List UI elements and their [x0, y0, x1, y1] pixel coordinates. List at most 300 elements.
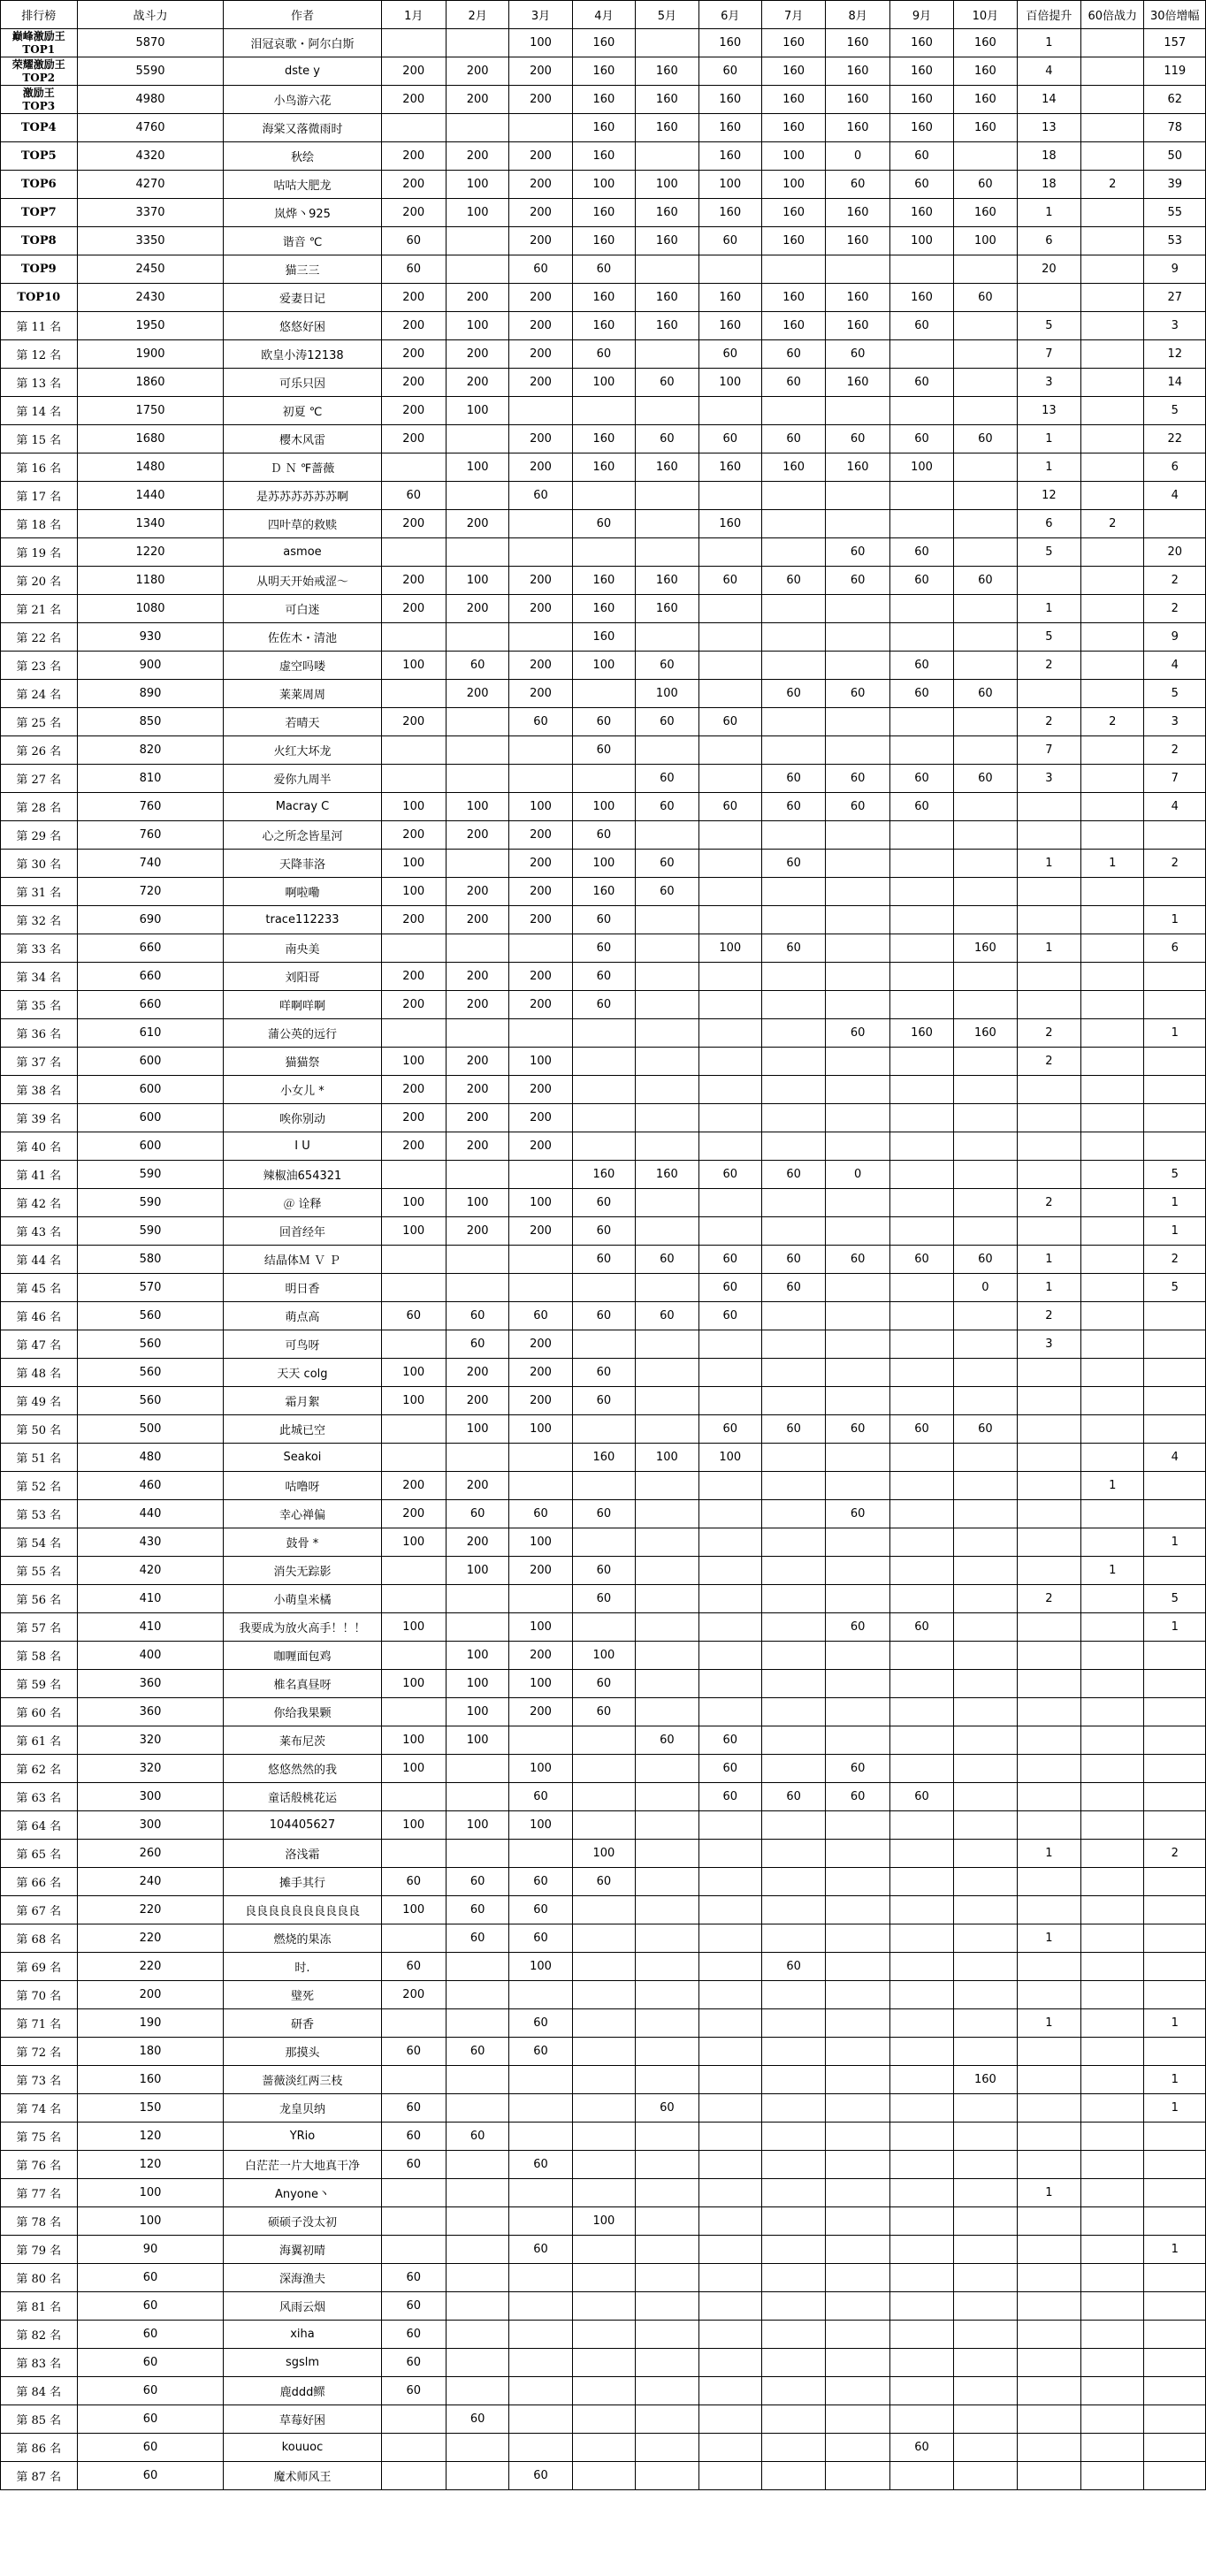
value-cell [954, 538, 1017, 567]
value-cell: 200 [509, 86, 572, 114]
table-row [1, 906, 1206, 934]
power-cell: 60 [77, 2377, 224, 2405]
value-cell: 60 [509, 1868, 572, 1896]
value-cell [826, 2123, 889, 2151]
value-cell [761, 1132, 825, 1161]
value-cell [1081, 1359, 1144, 1387]
value-cell [1017, 1528, 1080, 1557]
power-cell: 4760 [77, 114, 224, 142]
value-cell: 100 [446, 1811, 508, 1840]
value-cell [889, 878, 953, 906]
value-cell: 6 [1144, 934, 1206, 963]
rank-cell: 第 24 名 [1, 680, 78, 708]
value-cell [1081, 255, 1144, 284]
power-cell: 590 [77, 1217, 224, 1246]
value-cell [572, 1613, 635, 1642]
value-cell [954, 340, 1017, 369]
value-cell [381, 623, 446, 652]
value-cell: 100 [572, 1642, 635, 1670]
value-cell [954, 312, 1017, 340]
value-cell [1081, 1415, 1144, 1444]
power-cell: 360 [77, 1670, 224, 1698]
value-cell [761, 2405, 825, 2434]
value-cell [509, 934, 572, 963]
value-cell [698, 652, 761, 680]
value-cell [381, 1415, 446, 1444]
value-cell [954, 2009, 1017, 2038]
value-cell [698, 1698, 761, 1726]
value-cell [889, 1444, 953, 1472]
value-cell [826, 1330, 889, 1359]
value-cell: 200 [509, 652, 572, 680]
value-cell: 5 [1017, 538, 1080, 567]
table-row [1, 567, 1206, 595]
value-cell [698, 1840, 761, 1868]
table-row [1, 878, 1206, 906]
value-cell [1144, 2207, 1206, 2236]
table-row [1, 2292, 1206, 2321]
power-cell: 120 [77, 2123, 224, 2151]
value-cell [698, 2179, 761, 2207]
rank-cell: 第 68 名 [1, 1924, 78, 1953]
value-cell: 100 [954, 227, 1017, 255]
rank-cell: TOP9 [1, 255, 78, 284]
value-cell [1081, 2292, 1144, 2321]
value-cell [636, 2009, 698, 2038]
value-cell [509, 2349, 572, 2377]
value-cell: 60 [698, 57, 761, 86]
value-cell [1081, 2264, 1144, 2292]
value-cell [1144, 2321, 1206, 2349]
table-row [1, 1472, 1206, 1500]
value-cell: 60 [446, 1924, 508, 1953]
value-cell [889, 991, 953, 1019]
value-cell [954, 2292, 1017, 2321]
value-cell [446, 2349, 508, 2377]
value-cell: 2 [1017, 652, 1080, 680]
value-cell [572, 2349, 635, 2377]
value-cell [1144, 2462, 1206, 2490]
value-cell [889, 1472, 953, 1500]
value-cell [698, 963, 761, 991]
value-cell [954, 510, 1017, 538]
value-cell: 60 [446, 2038, 508, 2066]
column-header: 5月 [636, 1, 698, 29]
value-cell: 60 [381, 255, 446, 284]
value-cell [954, 2434, 1017, 2462]
value-cell [698, 2038, 761, 2066]
power-cell: 600 [77, 1076, 224, 1104]
power-cell: 660 [77, 991, 224, 1019]
value-cell: 1 [1017, 1274, 1080, 1302]
rank-cell: 第 36 名 [1, 1019, 78, 1048]
table-row [1, 1557, 1206, 1585]
value-cell: 60 [761, 1161, 825, 1189]
column-header: 8月 [826, 1, 889, 29]
value-cell [381, 1557, 446, 1585]
value-cell: 160 [826, 453, 889, 482]
value-cell: 60 [636, 2094, 698, 2123]
value-cell [1144, 510, 1206, 538]
value-cell: 160 [698, 453, 761, 482]
rank-cell: 第 43 名 [1, 1217, 78, 1246]
power-cell: 1440 [77, 482, 224, 510]
value-cell: 100 [509, 1755, 572, 1783]
value-cell [636, 397, 698, 425]
value-cell: 200 [509, 284, 572, 312]
value-cell: 200 [446, 1076, 508, 1104]
value-cell: 18 [1017, 142, 1080, 171]
value-cell: 160 [572, 57, 635, 86]
value-cell: 60 [572, 1246, 635, 1274]
value-cell [1017, 2321, 1080, 2349]
value-cell [954, 623, 1017, 652]
rank-cell: 第 16 名 [1, 453, 78, 482]
value-cell: 160 [761, 227, 825, 255]
value-cell: 200 [509, 1642, 572, 1670]
value-cell [826, 2207, 889, 2236]
value-cell: 1 [1017, 1246, 1080, 1274]
value-cell: 1 [1017, 199, 1080, 227]
value-cell [826, 821, 889, 850]
value-cell: 200 [509, 1076, 572, 1104]
table-body [1, 29, 1206, 2490]
table-row [1, 1019, 1206, 1048]
value-cell [636, 1557, 698, 1585]
value-cell: 3 [1017, 765, 1080, 793]
value-cell: 60 [572, 1500, 635, 1528]
value-cell [826, 1076, 889, 1104]
value-cell [826, 1048, 889, 1076]
value-cell: 60 [572, 1359, 635, 1387]
value-cell [954, 1953, 1017, 1981]
power-cell: 610 [77, 1019, 224, 1048]
value-cell: 2 [1144, 736, 1206, 765]
value-cell [381, 2179, 446, 2207]
table-row [1, 425, 1206, 453]
value-cell: 100 [761, 171, 825, 199]
power-cell: 100 [77, 2179, 224, 2207]
value-cell [1144, 963, 1206, 991]
value-cell: 60 [572, 255, 635, 284]
value-cell: 100 [381, 1189, 446, 1217]
value-cell [889, 2207, 953, 2236]
value-cell [636, 538, 698, 567]
value-cell [954, 2321, 1017, 2349]
value-cell [761, 538, 825, 567]
value-cell: 0 [826, 1161, 889, 1189]
power-cell: 740 [77, 850, 224, 878]
power-cell: 500 [77, 1415, 224, 1444]
value-cell: 60 [889, 369, 953, 397]
value-cell [761, 2009, 825, 2038]
value-cell: 60 [509, 482, 572, 510]
value-cell: 200 [509, 312, 572, 340]
table-row [1, 1217, 1206, 1246]
value-cell [572, 2094, 635, 2123]
value-cell: 160 [826, 227, 889, 255]
value-cell [761, 2151, 825, 2179]
value-cell: 100 [889, 453, 953, 482]
value-cell [826, 1359, 889, 1387]
table-row [1, 963, 1206, 991]
value-cell: 160 [954, 86, 1017, 114]
value-cell: 100 [636, 171, 698, 199]
value-cell [889, 1217, 953, 1246]
value-cell [381, 680, 446, 708]
value-cell: 160 [698, 312, 761, 340]
table-row [1, 1953, 1206, 1981]
rank-cell: 第 26 名 [1, 736, 78, 765]
value-cell [889, 850, 953, 878]
value-cell [1144, 1896, 1206, 1924]
value-cell: 160 [698, 29, 761, 57]
value-cell: 60 [509, 1783, 572, 1811]
author-cell: Macray C [224, 793, 381, 821]
value-cell [1081, 1981, 1144, 2009]
value-cell [636, 1783, 698, 1811]
value-cell [1017, 793, 1080, 821]
value-cell: 60 [572, 708, 635, 736]
value-cell: 60 [381, 227, 446, 255]
rank-cell [1, 29, 78, 57]
value-cell: 200 [509, 227, 572, 255]
value-cell [572, 482, 635, 510]
value-cell [698, 2377, 761, 2405]
value-cell: 60 [509, 2462, 572, 2490]
rank-cell: 第 33 名 [1, 934, 78, 963]
value-cell [446, 425, 508, 453]
value-cell [698, 991, 761, 1019]
author-cell: 四叶草的救赎 [224, 510, 381, 538]
value-cell [826, 482, 889, 510]
value-cell: 60 [636, 1246, 698, 1274]
value-cell [826, 255, 889, 284]
value-cell: 200 [381, 1500, 446, 1528]
value-cell [509, 765, 572, 793]
value-cell: 100 [446, 397, 508, 425]
value-cell [954, 1613, 1017, 1642]
power-cell: 160 [77, 2066, 224, 2094]
author-cell: 洛浅霜 [224, 1840, 381, 1868]
value-cell: 60 [889, 171, 953, 199]
value-cell [761, 1359, 825, 1387]
value-cell: 200 [446, 369, 508, 397]
value-cell [1144, 1670, 1206, 1698]
author-cell: 霜月絮 [224, 1387, 381, 1415]
value-cell: 60 [954, 425, 1017, 453]
author-cell: Anyone丶 [224, 2179, 381, 2207]
value-cell [698, 765, 761, 793]
value-cell [761, 1302, 825, 1330]
value-cell [826, 623, 889, 652]
value-cell: 60 [889, 680, 953, 708]
value-cell: 160 [889, 284, 953, 312]
value-cell: 12 [1144, 340, 1206, 369]
value-cell: 5 [1017, 623, 1080, 652]
value-cell [1017, 1981, 1080, 2009]
value-cell [1081, 1330, 1144, 1359]
author-cell: 白茫茫一片大地真干净 [224, 2151, 381, 2179]
power-cell: 410 [77, 1585, 224, 1613]
table-row [1, 2321, 1206, 2349]
value-cell [509, 1246, 572, 1274]
value-cell [1017, 2434, 1080, 2462]
value-cell [381, 1274, 446, 1302]
value-cell [954, 2179, 1017, 2207]
rank-cell: TOP10 [1, 284, 78, 312]
value-cell [954, 2377, 1017, 2405]
author-cell: 猫三三 [224, 255, 381, 284]
value-cell: 2 [1144, 850, 1206, 878]
value-cell [1017, 680, 1080, 708]
value-cell: 60 [761, 850, 825, 878]
value-cell [572, 1048, 635, 1076]
value-cell: 100 [698, 934, 761, 963]
power-cell: 1180 [77, 567, 224, 595]
value-cell [761, 2292, 825, 2321]
value-cell [954, 2151, 1017, 2179]
value-cell [761, 1698, 825, 1726]
value-cell [826, 1104, 889, 1132]
table-row [1, 397, 1206, 425]
value-cell [1081, 2066, 1144, 2094]
value-cell [761, 1924, 825, 1953]
value-cell [698, 906, 761, 934]
value-cell [1081, 2123, 1144, 2151]
value-cell [446, 2207, 508, 2236]
value-cell: 60 [636, 850, 698, 878]
value-cell: 200 [509, 340, 572, 369]
value-cell: 60 [636, 708, 698, 736]
value-cell: 6 [1017, 227, 1080, 255]
value-cell [1081, 340, 1144, 369]
value-cell: 200 [509, 369, 572, 397]
value-cell: 100 [636, 1444, 698, 1472]
value-cell [1144, 1924, 1206, 1953]
value-cell [698, 2434, 761, 2462]
value-cell: 200 [509, 595, 572, 623]
author-cell: 莱莱周周 [224, 680, 381, 708]
column-header: 60倍战力 [1081, 1, 1144, 29]
value-cell: 160 [572, 878, 635, 906]
rank-cell: 第 86 名 [1, 2434, 78, 2462]
value-cell [1081, 595, 1144, 623]
value-cell [954, 708, 1017, 736]
value-cell [636, 1189, 698, 1217]
value-cell: 200 [446, 878, 508, 906]
power-cell: 430 [77, 1528, 224, 1557]
value-cell [1081, 312, 1144, 340]
value-cell: 160 [572, 86, 635, 114]
value-cell: 160 [761, 199, 825, 227]
value-cell [1017, 2462, 1080, 2490]
value-cell [636, 821, 698, 850]
author-cell: 你给我果颗 [224, 1698, 381, 1726]
value-cell [1017, 1500, 1080, 1528]
value-cell: 2 [1144, 595, 1206, 623]
value-cell [889, 482, 953, 510]
value-cell: 14 [1017, 86, 1080, 114]
value-cell: 60 [636, 765, 698, 793]
value-cell [954, 1726, 1017, 1755]
value-cell [761, 1585, 825, 1613]
table-row [1, 2264, 1206, 2292]
value-cell [381, 2009, 446, 2038]
value-cell [761, 1811, 825, 1840]
value-cell [1081, 1642, 1144, 1670]
value-cell: 60 [446, 1330, 508, 1359]
value-cell [509, 2123, 572, 2151]
value-cell [954, 1500, 1017, 1528]
value-cell [1017, 991, 1080, 1019]
value-cell [1081, 369, 1144, 397]
value-cell [381, 736, 446, 765]
rank-cell: 第 81 名 [1, 2292, 78, 2321]
power-cell: 480 [77, 1444, 224, 1472]
value-cell [698, 595, 761, 623]
value-cell: 60 [698, 793, 761, 821]
value-cell [572, 1330, 635, 1359]
table-row [1, 1387, 1206, 1415]
value-cell [954, 1896, 1017, 1924]
value-cell: 4 [1144, 652, 1206, 680]
table-row [1, 369, 1206, 397]
value-cell [572, 1811, 635, 1840]
value-cell: 60 [446, 1302, 508, 1330]
author-cell: 悠悠好困 [224, 312, 381, 340]
value-cell [636, 2179, 698, 2207]
author-cell: 良良良良良良良良良良 [224, 1896, 381, 1924]
rank-cell: 第 54 名 [1, 1528, 78, 1557]
table-row [1, 2038, 1206, 2066]
column-header: 10月 [954, 1, 1017, 29]
value-cell [889, 1302, 953, 1330]
value-cell: 60 [698, 1726, 761, 1755]
value-cell [1144, 878, 1206, 906]
value-cell [1144, 1981, 1206, 2009]
value-cell: 60 [698, 1415, 761, 1444]
value-cell: 4 [1144, 1444, 1206, 1472]
value-cell [761, 1500, 825, 1528]
power-cell: 300 [77, 1811, 224, 1840]
rank-cell: 第 51 名 [1, 1444, 78, 1472]
value-cell [954, 397, 1017, 425]
author-cell: sgslm [224, 2349, 381, 2377]
value-cell: 200 [509, 57, 572, 86]
value-cell [826, 1585, 889, 1613]
value-cell: 200 [381, 567, 446, 595]
value-cell: 60 [381, 2377, 446, 2405]
value-cell [826, 2038, 889, 2066]
column-header: 4月 [572, 1, 635, 29]
value-cell [1081, 623, 1144, 652]
value-cell [698, 2094, 761, 2123]
power-cell: 1900 [77, 340, 224, 369]
value-cell [698, 2151, 761, 2179]
author-cell: 结晶体Ｍ Ｖ Ｐ [224, 1246, 381, 1274]
power-cell: 1480 [77, 453, 224, 482]
value-cell [889, 736, 953, 765]
power-cell: 1680 [77, 425, 224, 453]
value-cell: 157 [1144, 29, 1206, 57]
value-cell [954, 1557, 1017, 1585]
value-cell [698, 1896, 761, 1924]
table-row [1, 652, 1206, 680]
value-cell: 200 [381, 1132, 446, 1161]
column-header: 百倍提升 [1017, 1, 1080, 29]
value-cell [826, 736, 889, 765]
